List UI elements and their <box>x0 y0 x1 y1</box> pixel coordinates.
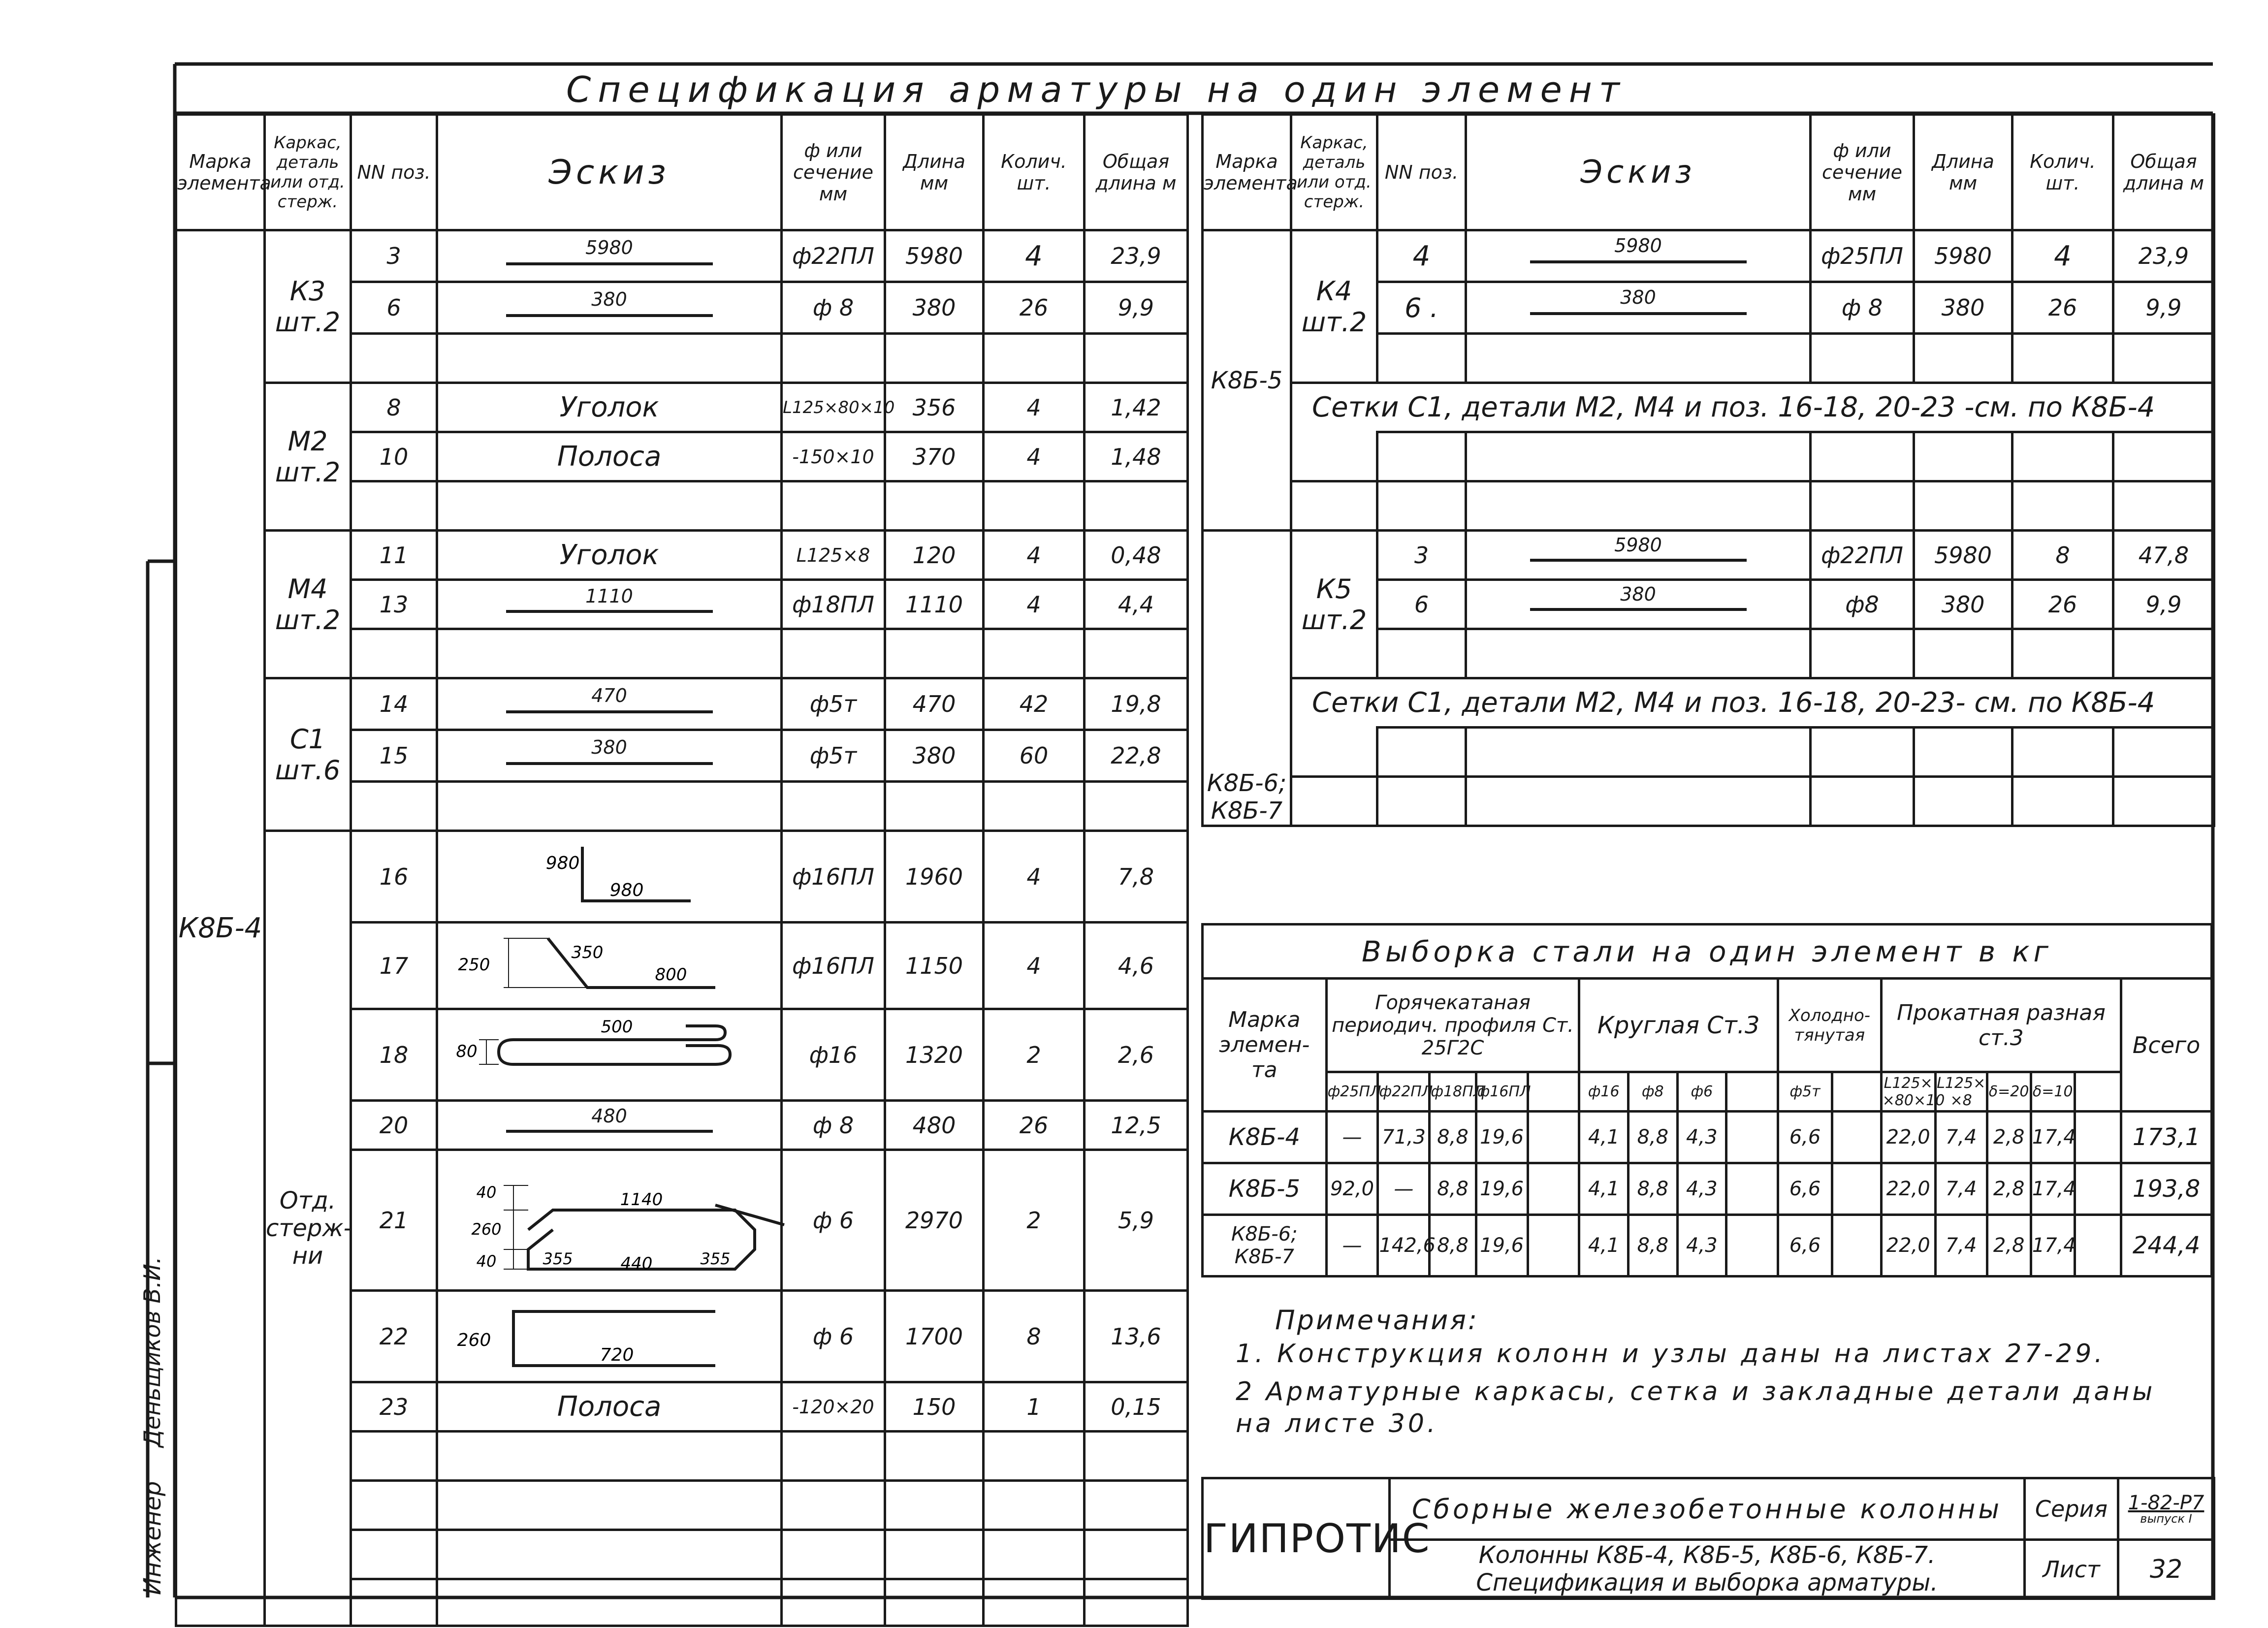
tb-line3: Спецификация и выборка арматуры. <box>1476 1568 1938 1596</box>
steel-cell: 22,0 <box>1881 1215 1935 1277</box>
steel-cell: — <box>1326 1112 1378 1163</box>
right-spec-table: Марка элемента Каркас, деталь или отд. стерж. NN поз. Эскиз ф или сечение мм Длина мм Колич. шт. Общая длина м К8Б-5 К4 шт.2 4 5980 ф25ПЛ 5980 4 23,9 6 . 380 ф 8 380 26 9,9 Сетки С1, детали М2, М4 и поз. 16-18, 20-23 -см. по К8Б-4 К8Б-6; К8Б-7 К5 шт.2 3 5980 ф22ПЛ 5980 8 47,8 6 380 ф8 380 26 9,9 Сетки С1, детали М2, М4 и поз. 16-18, 20-23- см. по К8Б-4 <box>1201 113 2215 827</box>
hdr-phi: ф или сечение мм <box>782 115 885 230</box>
element-k86-5: К8Б-5 <box>1203 230 1291 531</box>
steel-subheader: δ=10 <box>2031 1072 2075 1112</box>
stamp-name: Деньщиков В.И. <box>139 1256 165 1447</box>
steel-cell: 2,8 <box>1987 1112 2031 1163</box>
steel-cell <box>2075 1163 2121 1215</box>
svg-text:260: 260 <box>471 1220 502 1239</box>
svg-text:260: 260 <box>457 1330 491 1350</box>
steel-subheader: ф25ПЛ <box>1326 1072 1378 1112</box>
steel-subheader: ф16 <box>1579 1072 1629 1112</box>
steel-cell: 8,8 <box>1628 1112 1677 1163</box>
tb-line2: Колонны К8Б-4, К8Б-5, К8Б-6, К8Б-7. <box>1478 1541 1936 1569</box>
sketch-pos17 <box>440 924 779 1002</box>
steel-subheader: δ=20 <box>1987 1072 2031 1112</box>
steel-cell: 6,6 <box>1778 1163 1832 1215</box>
element-k86-6-7: К8Б-6; К8Б-7 <box>1203 531 1291 826</box>
steel-cell: 7,4 <box>1935 1215 1987 1277</box>
note-1: 1. Конструкция колонн и узлы даны на листах 27-29. <box>1236 1339 2106 1369</box>
steel-cell: 4,3 <box>1677 1163 1726 1215</box>
tb-line1: Сборные железобетонные колонны <box>1390 1478 2025 1540</box>
steel-row <box>1203 1112 2212 1163</box>
steel-subheader: ф22ПЛ <box>1378 1072 1430 1112</box>
hdr-eskiz: Эскиз <box>437 115 782 230</box>
tb-series: 1-82-Р7 <box>2128 1492 2204 1514</box>
steel-subheader <box>1832 1072 1882 1112</box>
steel-subheader <box>2075 1072 2121 1112</box>
group-k5: К5 шт.2 <box>1291 531 1377 678</box>
steel-cell: 8,8 <box>1430 1163 1476 1215</box>
steel-row-total: 244,4 <box>2121 1215 2212 1277</box>
svg-text:355: 355 <box>542 1249 573 1268</box>
element-k86-4: К8Б-4 <box>176 230 265 1626</box>
steel-cell: 19,6 <box>1476 1215 1528 1277</box>
note-2: 2 Арматурные каркасы, сетка и закладные детали даны на листе 30. <box>1236 1377 2156 1438</box>
tb-sheet: 32 <box>2118 1540 2214 1599</box>
svg-text:720: 720 <box>600 1345 634 1365</box>
steel-cell: 19,6 <box>1476 1163 1528 1215</box>
steel-cell: 4,1 <box>1579 1112 1629 1163</box>
page-title: Спецификация арматуры на один элемент <box>566 69 1627 110</box>
steel-subheader: ф6 <box>1677 1072 1726 1112</box>
steel-cell: 22,0 <box>1881 1112 1935 1163</box>
steel-cell <box>1528 1163 1579 1215</box>
note-k86-6: Сетки С1, детали М2, М4 и поз. 16-18, 20-23- см. по К8Б-4 <box>1291 678 2214 728</box>
steel-cell: 71,3 <box>1378 1112 1430 1163</box>
steel-cell: 92,0 <box>1326 1163 1378 1215</box>
steel-cell <box>2075 1215 2121 1277</box>
hdr-obsh: Общая длина м <box>1085 115 1188 230</box>
steel-cell: 4,1 <box>1579 1163 1629 1215</box>
sketch-pos16 <box>440 832 779 916</box>
steel-cell: 4,1 <box>1579 1215 1629 1277</box>
svg-text:1140: 1140 <box>620 1190 663 1210</box>
steel-cell: 142,6 <box>1378 1215 1430 1277</box>
steel-subheader <box>1726 1072 1778 1112</box>
steel-row-marka: К8Б-6; К8Б-7 <box>1203 1215 1327 1277</box>
steel-cell <box>2075 1112 2121 1163</box>
steel-cell <box>1832 1163 1882 1215</box>
steel-cell <box>1726 1163 1778 1215</box>
hdr-dlina: Длина мм <box>885 115 984 230</box>
steel-cell <box>1832 1215 1882 1277</box>
stamp-role: Инженер <box>139 1481 166 1595</box>
hdr-kol: Колич. шт. <box>984 115 1085 230</box>
org-logo: ГИПРОТИС <box>1203 1478 1390 1599</box>
sketch-pos18 <box>440 1010 779 1094</box>
steel-cell: 4,3 <box>1677 1112 1726 1163</box>
svg-text:40: 40 <box>476 1183 496 1202</box>
steel-cell <box>1528 1112 1579 1163</box>
group-k4: К4 шт.2 <box>1291 230 1377 383</box>
title-block: ГИПРОТИС Сборные железобетонные колонны Серия 1-82-Р7 выпуск I Колонны К8Б-4, К8Б-5, К8Б-6, К8Б-7. Спецификация и выборка арматуры. Лист 32 <box>1201 1477 2215 1600</box>
group-k3: К3 шт.2 <box>265 230 351 383</box>
sketch-pos21 <box>440 1151 779 1284</box>
steel-cell: 7,4 <box>1935 1163 1987 1215</box>
svg-text:440: 440 <box>620 1254 652 1274</box>
svg-text:355: 355 <box>700 1249 731 1268</box>
steel-cell: 6,6 <box>1778 1112 1832 1163</box>
group-c1: С1 шт.6 <box>265 678 351 831</box>
sketch-pos22 <box>440 1292 779 1375</box>
svg-text:40: 40 <box>476 1252 496 1271</box>
svg-text:250: 250 <box>458 955 490 975</box>
steel-cell <box>1528 1215 1579 1277</box>
svg-text:500: 500 <box>601 1017 633 1037</box>
note-k86-5: Сетки С1, детали М2, М4 и поз. 16-18, 20-23 -см. по К8Б-4 <box>1291 383 2214 432</box>
steel-row-marka: К8Б-4 <box>1203 1112 1327 1163</box>
group-m4: М4 шт.2 <box>265 531 351 678</box>
steel-cell: 8,8 <box>1430 1112 1476 1163</box>
steel-cell: 22,0 <box>1881 1163 1935 1215</box>
steel-subheader: L125× ×80×10 <box>1881 1072 1935 1112</box>
group-m2: М2 шт.2 <box>265 383 351 531</box>
steel-subheader: ф5т <box>1778 1072 1832 1112</box>
svg-text:350: 350 <box>571 943 603 962</box>
steel-subheader: L125× ×8 <box>1935 1072 1987 1112</box>
svg-text:800: 800 <box>655 965 687 985</box>
steel-cell: 8,8 <box>1628 1163 1677 1215</box>
steel-cell <box>1726 1215 1778 1277</box>
steel-cell: 2,8 <box>1987 1163 2031 1215</box>
svg-text:80: 80 <box>455 1042 478 1061</box>
steel-cell: 2,8 <box>1987 1215 2031 1277</box>
steel-subheader <box>1528 1072 1579 1112</box>
steel-subheader: ф18ПЛ <box>1430 1072 1476 1112</box>
steel-row-total: 173,1 <box>2121 1112 2212 1163</box>
hdr-karkas: Каркас, деталь или отд. стерж. <box>265 115 351 230</box>
steel-cell: — <box>1326 1215 1378 1277</box>
steel-cell <box>1726 1112 1778 1163</box>
steel-cell: 4,3 <box>1677 1215 1726 1277</box>
steel-cell: 8,8 <box>1430 1215 1476 1277</box>
svg-text:980: 980 <box>609 880 643 900</box>
steel-cell: 17,4 <box>2031 1163 2075 1215</box>
hdr-pos: NN поз. <box>351 115 437 230</box>
steel-cell: 6,6 <box>1778 1215 1832 1277</box>
steel-row-total: 193,8 <box>2121 1163 2212 1215</box>
steel-title: Выборка стали на один элемент в кг <box>1203 925 2212 979</box>
steel-cell: 17,4 <box>2031 1112 2075 1163</box>
steel-row <box>1203 1163 2212 1215</box>
group-otd: Отд. стерж- ни <box>265 831 351 1626</box>
steel-subheader: ф16ПЛ <box>1476 1072 1528 1112</box>
steel-table: Выборка стали на один элемент в кг Марка элемен- та Горячекатаная периодич. профиля Ст. 25Г2С Круглая Ст.3 Холодно- тянутая Прокатная разная ст.3 Всего ф25ПЛ ф22ПЛ ф18ПЛ ф16ПЛ ф16 ф8 ф6 ф5т L125× ×80×10 L125× ×8 δ=20 δ=10 К8Б-4 — 71,3 8,8 19,6 4,1 8,8 4,3 6,6 22,0 7,4 2,8 17,4 173,1 К8Б-5 92,0 — 8,8 19,6 4,1 8,8 4,3 6,6 22,0 7,4 2,8 17,4 193,8 К8Б-6; К8Б-7 — 142,6 8,8 19,6 4,1 8,8 4,3 6,6 22,0 7,4 2,8 17,4 244,4 <box>1201 923 2213 1277</box>
steel-cell: 17,4 <box>2031 1215 2075 1277</box>
steel-cell: 8,8 <box>1628 1215 1677 1277</box>
steel-cell: 19,6 <box>1476 1112 1528 1163</box>
steel-cell: 7,4 <box>1935 1112 1987 1163</box>
steel-cell <box>1832 1112 1882 1163</box>
steel-row-marka: К8Б-5 <box>1203 1163 1327 1215</box>
hdr-marka: Марка элемента <box>176 115 265 230</box>
left-spec-table: Марка элемента Каркас, деталь или отд. стерж. NN поз. Эскиз ф или сечение мм Длина мм Колич. шт. Общая длина м К8Б-4 К3 шт.2 3 5980 ф22ПЛ 5980 4 23,9 6 380 ф 8 380 26 9,9 М2 шт.2 8 Уголок L125×80×10 356 4 1,42 10 Полоса -150×10 370 4 1,48 М4 шт.2 11 Уголок L125×8 120 4 0,48 13 1110 ф18ПЛ 1110 4 4,4 С1 шт.6 14 470 ф5т 470 42 19,8 15 380 ф5т 380 60 22,8 Отд. стерж- ни 16 980 980 ф16ПЛ 1960 4 7,8 17 250 350 800 ф16ПЛ 1150 4 4,6 18 80 500 ф16 1320 2 2,6 20 480 ф 8 480 26 12,5 21 40 260 40 1140 355 440 355 ф 6 2970 2 5,9 22 260 720 ф 6 1700 8 13,6 23 Полоса -120×20 150 1 0,15 <box>175 113 1189 1627</box>
steel-subheader: ф8 <box>1628 1072 1677 1112</box>
svg-text:980: 980 <box>545 853 579 873</box>
notes-title: Примечания: <box>1275 1305 1479 1336</box>
steel-cell: — <box>1378 1163 1430 1215</box>
steel-row <box>1203 1215 2212 1277</box>
